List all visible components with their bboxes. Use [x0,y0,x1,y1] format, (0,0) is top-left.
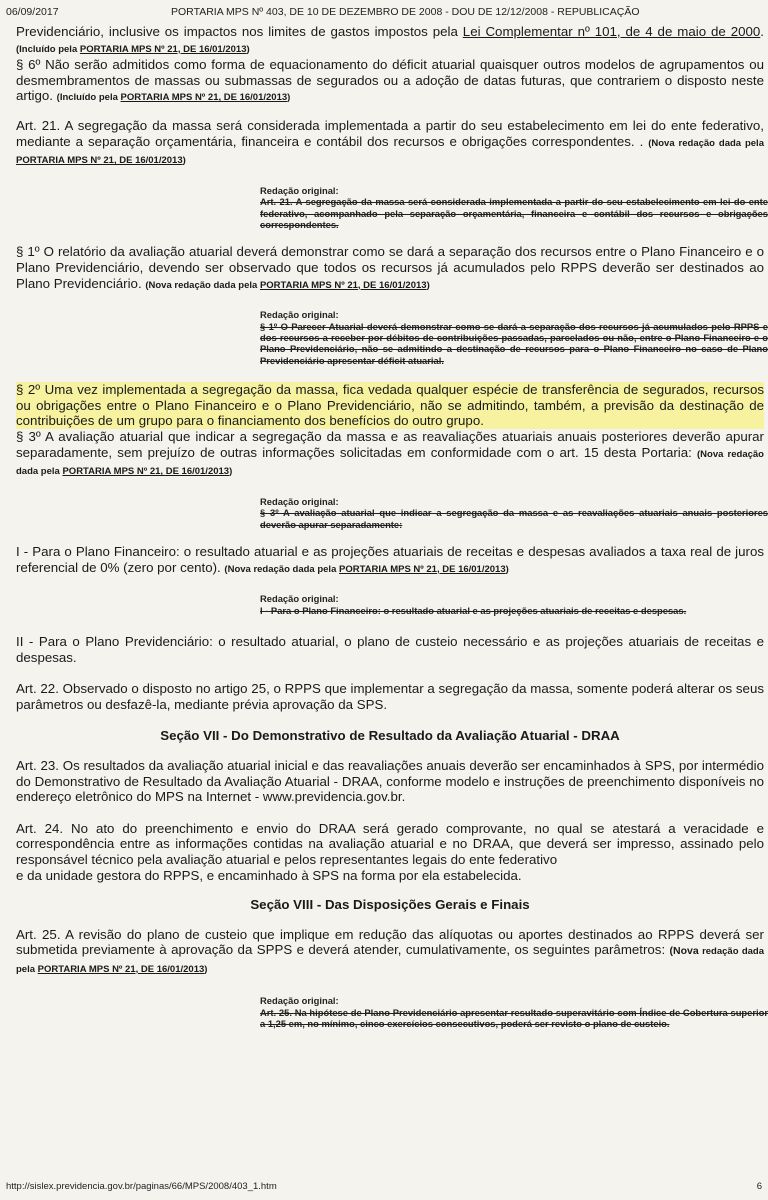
item-I: I - Para o Plano Financeiro: o resultado atuarial e as projeções atuariais de receitas e despesas avaliados a taxa real de juros referencial de 0% (zero por cento). (Nova redação dada pela PORTARIA MPS Nº 21, DE 16/01/2013) [16,543,764,575]
article-23: Art. 23. Os resultados da avaliação atuarial inicial e das reavaliações anuais deverão ser encaminhados à SPS, por intermédio do Demonstrativo de Resultado da Avaliação Atuarial - DRAA, conforme modelo e instruções de preenchimento disponíveis no endereço eletrônico do MPS na Internet - www.previdencia.gov.br. [16,757,764,805]
original-wording-text: Art. 21. A segregação da massa será considerada implementada a partir do seu estabelecimento em lei do ente federativo, acompanhado pela separação orçamentária, financeira e contábil dos recursos e obrigações correspondentes. [260,196,768,230]
original-wording-block [260,309,768,366]
item-II: II - Para o Plano Previdenciário: o resultado atuarial, o plano de custeio necessário e as projeções atuariais de receitas e despesas. [16,633,764,665]
original-wording-block [260,185,768,231]
original-wording-block [260,593,768,616]
original-wording-text: § 1º O Parecer Atuarial deverá demonstrar como se dará a separação dos recursos já acumulados pelo RPPS e dos recursos a receber por débitos de contribuições passadas, parcelados ou não, entre o Plano Financeiro e o Plano Previdenciário, não se admitindo a destinação de recursos para o Plano Financeiro no caso de Plano Previdenciário apresentar déficit atuarial. [260,320,768,366]
original-wording-label: Redação original: [260,495,339,507]
header-date: 06/09/2017 [6,6,59,18]
page-footer [6,1181,762,1192]
amendment-note: (Nova redação dada pela PORTARIA MPS Nº 21, DE 16/01/2013) [16,448,764,478]
section-vii-heading: Seção VII - Do Demonstrativo de Resultado da Avaliação Atuarial - DRAA [160,728,620,744]
paragraph-2-highlighted: § 2º Uma vez implementada a segregação da massa, fica vedada qualquer espécie de transferência de segurados, recursos ou obrigações entre o Plano Financeiro e o Plano Previdenciário, não se admitindo, também, a previsão da destinação de contribuições de um grupo para o financiamento dos benefícios do outro grupo. [16,382,764,429]
original-wording-text: I - Para o Plano Financeiro: o resultado atuarial e as projeções atuariais de receitas e despesas. [260,604,687,616]
amendment-note: (Nova redação dada pela PORTARIA MPS Nº 21, DE 16/01/2013) [224,563,509,575]
section-viii-heading: Seção VIII - Das Disposições Gerais e Finais [250,897,530,913]
paragraph-6: § 6º Não serão admitidos como forma de equacionamento do déficit atuarial quaisquer outros modelos de agrupamentos ou desmembramentos de massas ou submassas de segurados ou a adoção de datas futuras, que contrariem o disposto neste artigo. (Incluído pela PORTARIA MPS Nº 21, DE 16/01/2013) [16,57,764,104]
original-wording-text: § 3º A avaliação atuarial que indicar a segregação da massa e as reavaliações atuariais anuais posteriores deverão apurar separadamente: [260,507,768,530]
article-21: Art. 21. A segregação da massa será considerada implementada a partir do seu estabelecimento em lei do ente federativo, mediante a separação orçamentária, financeira e contábil dos recursos e obrigações correspondentes. . (Nova redação dada pela PORTARIA MPS Nº 21, DE 16/01/2013) [16,117,764,167]
article-24: Art. 24. No ato do preenchimento e envio do DRAA será gerado comprovante, no qual se atestará a veracidade e correspondência entre as informações contidas na avaliação atuarial e no DRAA, que deverá ser impresso, assinado pelo responsável técnico pela avaliação atuarial e pelos representantes legais do ente federativo [16,820,764,867]
original-wording-label: Redação original: [260,593,339,605]
amendment-note: redação dada pela PORTARIA MPS Nº 21, DE 16/01/2013) [16,946,765,975]
page-number: 6 [756,1181,762,1192]
article-25: Art. 25. A revisão do plano de custeio que implique em redução das alíquotas ou aportes destinados ao RPPS deverá ser submetida previamente à aprovação da SPPS e deverá atender, cumulativamente, os seguintes parâmetros: (Nova redação dada pela PORTARIA MPS Nº 21, DE 16/01/2013) [16,926,765,975]
document-body [16,24,768,1030]
original-wording-label: Redação original: [260,309,339,321]
paragraph-1: § 1º O relatório da avaliação atuarial deverá demonstrar como se dará a separação dos recursos entre o Plano Financeiro e o Plano Previdenciário, devendo ser observado que todos os recursos já acumulados pelo RPPS deverão ser destinados ao Plano Previdenciário. (Nova redação dada pela PORTARIA MPS Nº 21, DE 16/01/2013) [16,244,764,291]
original-wording-block [260,995,768,1029]
footer-url[interactable]: http://sislex.previdencia.gov.br/paginas/66/MPS/2008/403_1.htm [6,1181,277,1192]
law-link[interactable]: Lei Complementar nº 101, de 4 de maio de 2000 [462,24,761,39]
header-title: PORTARIA MPS Nº 403, DE 10 DE DEZEMBRO DE 2008 - DOU DE 12/12/2008 - REPUBLICAÇÃO [171,6,640,18]
article-22: Art. 22. Observado o disposto no artigo 25, o RPPS que implementar a segregação da massa, somente poderá alterar os seus parâmetros ou desfazê-la, mediante prévia aprovação da SPS. [16,681,764,712]
inclusion-note: (Incluído pela PORTARIA MPS Nº 21, DE 16/01/2013) [56,92,291,104]
inclusion-note: (Incluído pela PORTARIA MPS Nº 21, DE 16/01/2013) [16,43,250,55]
paragraph-fiscal-impacts: Previdenciário, inclusive os impactos nos limites de gastos impostos pela Lei Complementar nº 101, de 4 de maio de 2000. (Incluído pela PORTARIA MPS Nº 21, DE 16/01/2013) [16,24,764,55]
original-wording-label: Redação original: [260,995,339,1007]
paragraph-3: § 3º A avaliação atuarial que indicar a segregação da massa e as reavaliações atuariais anuais posteriores deverão apurar separadamente, sem prejuízo de outras informações solicitadas em conformidade com o art. 15 desta Portaria: (Nova redação dada pela PORTARIA MPS Nº 21, DE 16/01/2013) [16,428,764,478]
amendment-note: (Nova redação dada pela PORTARIA MPS Nº 21, DE 16/01/2013) [16,137,764,167]
article-24-continued: e da unidade gestora do RPPS, e encaminhado à SPS na forma por ela estabelecida. [16,867,522,883]
original-wording-label: Redação original: [260,184,339,196]
amendment-note: (Nova redação dada pela PORTARIA MPS Nº 21, DE 16/01/2013) [145,279,430,291]
original-wording-block [260,496,768,530]
original-wording-text: Art. 25. Na hipótese de Plano Previdenciário apresentar resultado superavitário com Índice de Cobertura superior a 1,25 em, no mínimo, cinco exercícios consecutivos, poderá ser revisto o plano de custeio. [260,1006,768,1030]
